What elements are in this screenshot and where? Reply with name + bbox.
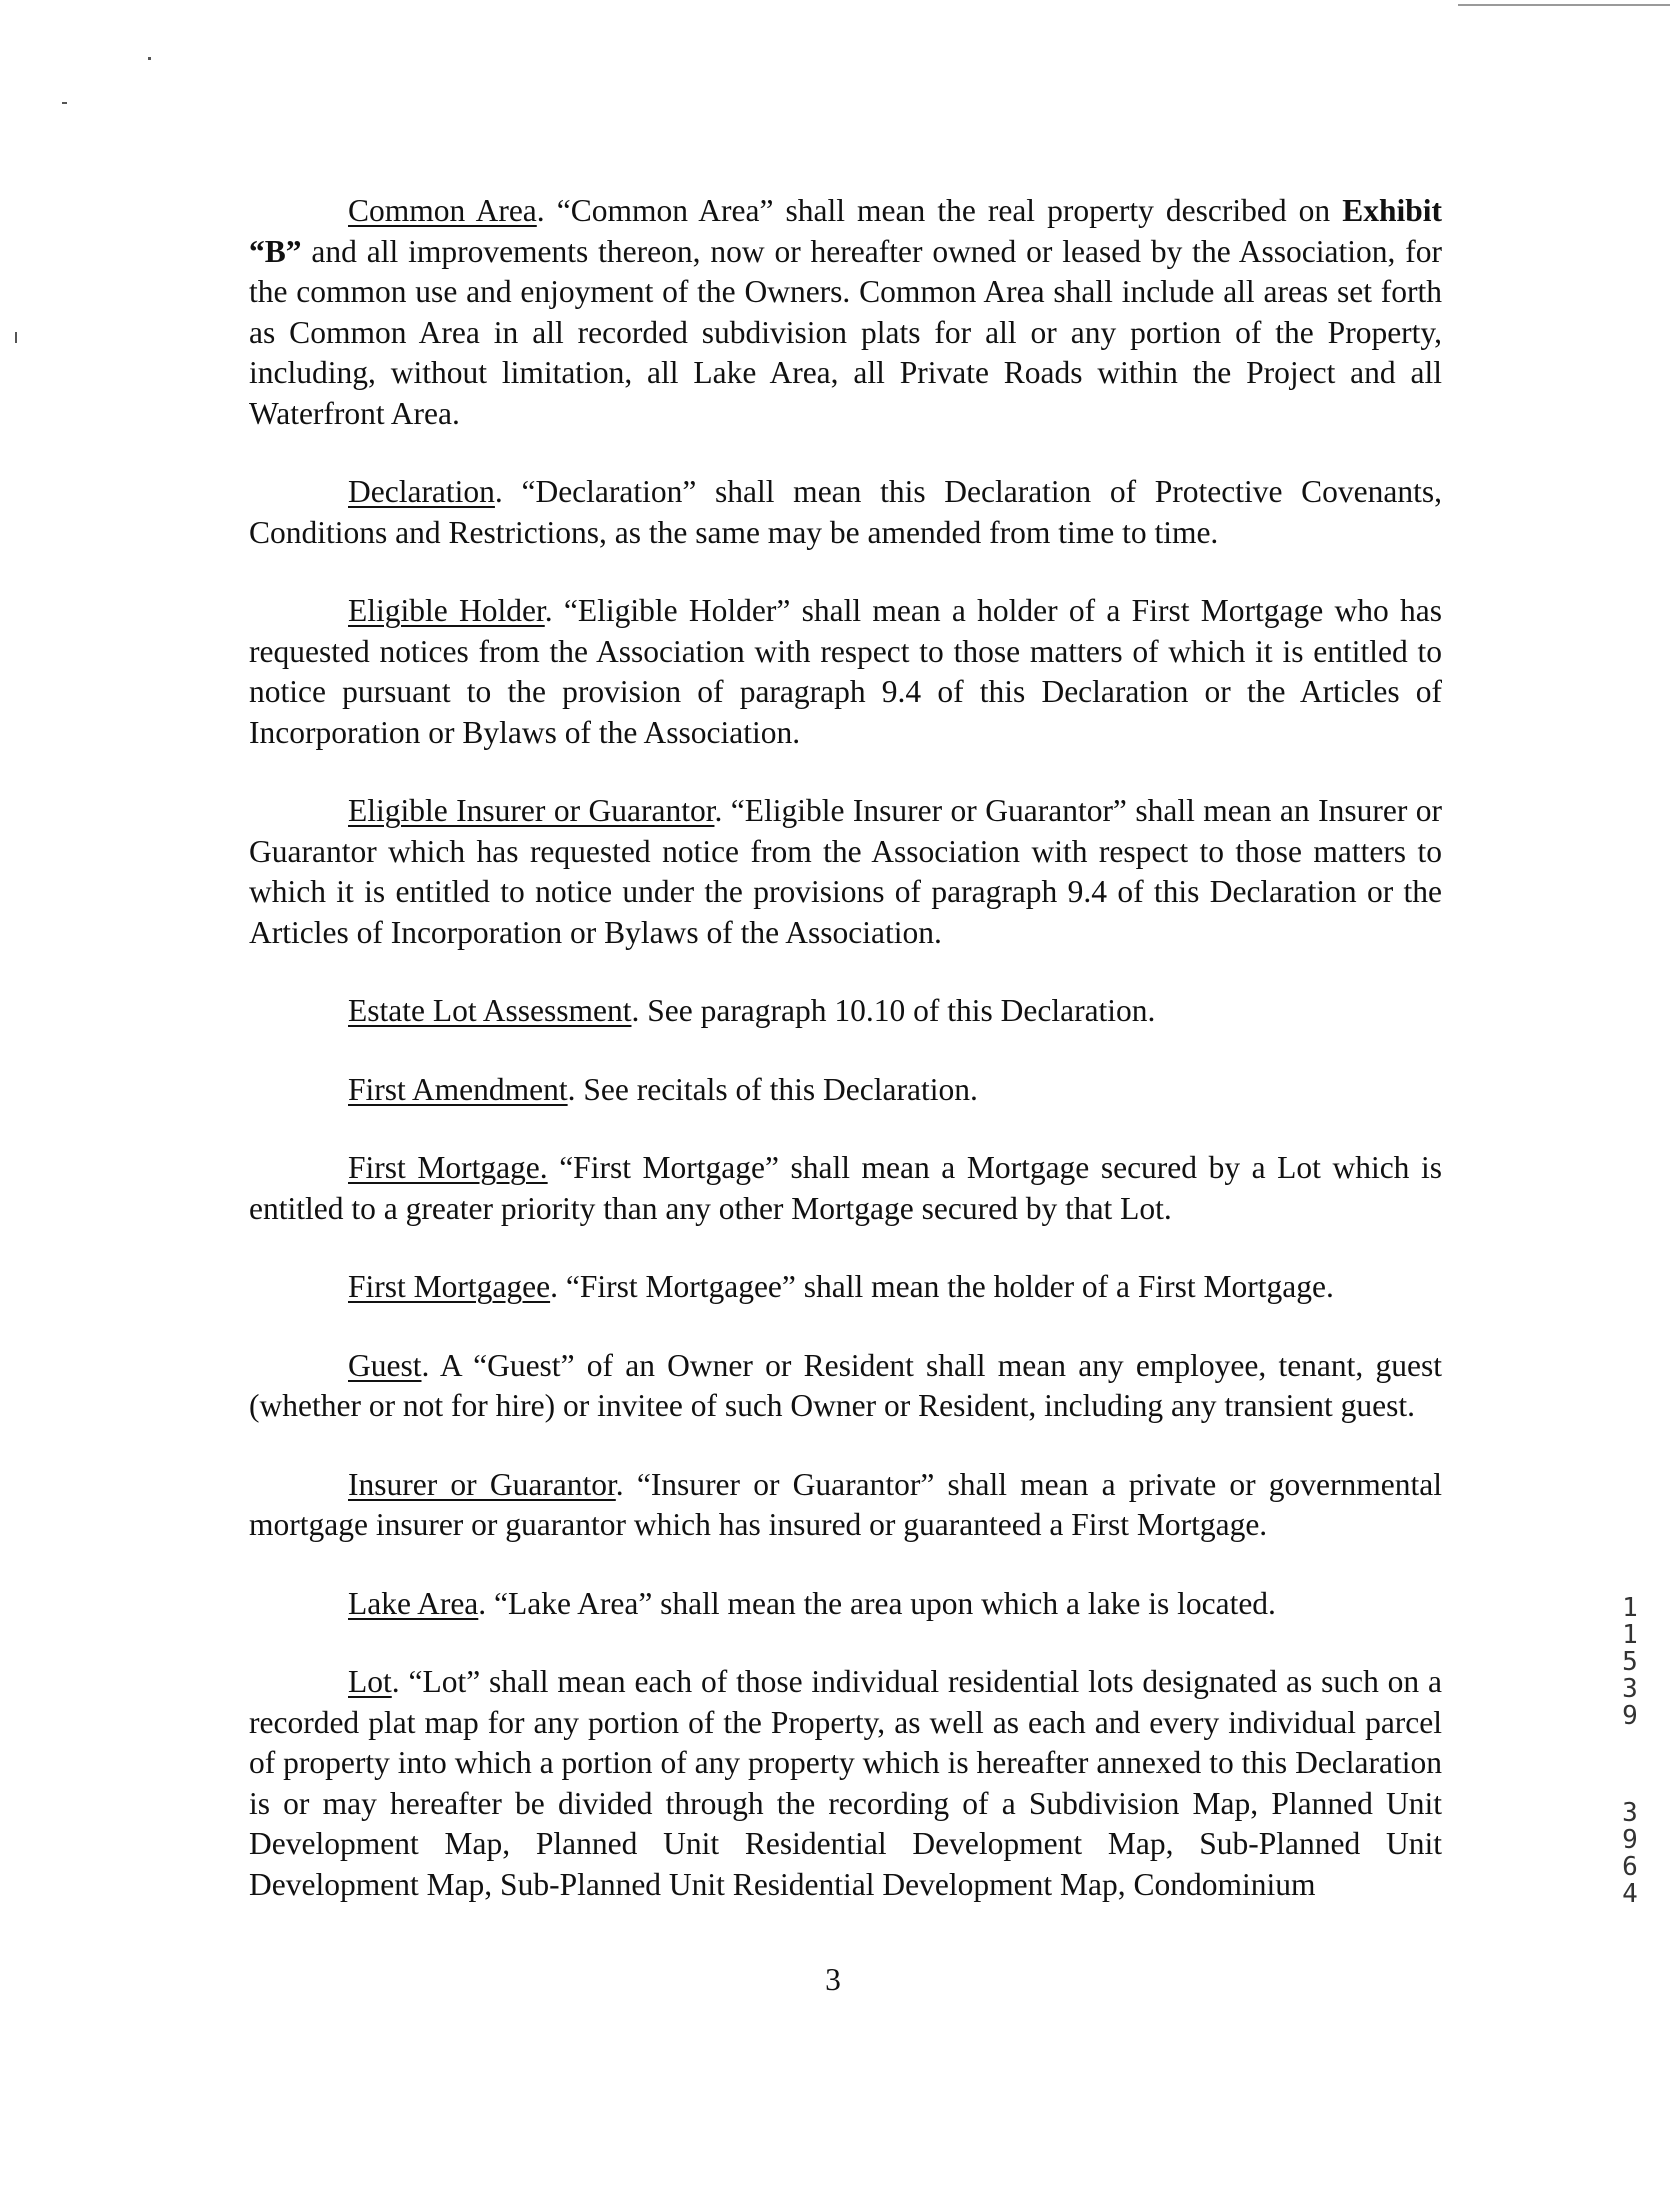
defined-term: First Amendment: [348, 1071, 568, 1107]
scan-speck: [148, 57, 151, 60]
definition-text: “First Mortgage” shall mean a Mortgage secured by a Lot which is entitled to a greater priority than any other Mortgage secured by that Lot.: [249, 1150, 1442, 1226]
definition-text: See paragraph 10.10 of this Declaration.: [639, 993, 1156, 1028]
definition-text: “Declaration” shall mean this Declaration of Protective Covenants, Conditions and Restrictions, as the same may be amended from time to time.: [249, 474, 1442, 550]
stamp-digit: 6: [1622, 1852, 1638, 1882]
definition-text: “Lot” shall mean each of those individual residential lots designated as such on a recorded plat map for any portion of the Property, as well as each and every individual parcel of property into which a portion of any property which is hereafter annexed to this Declaration is or may hereafter be divided through the recording of a Subdivision Map, Planned Unit Development Map, Planned Unit Residential Development Map, Sub-Planned Unit Development Map, Sub-Planned Unit Residential Development Map, Condominium: [249, 1664, 1442, 1902]
stamp-digit: 1: [1622, 1620, 1638, 1650]
defined-term: Eligible Holder: [348, 593, 545, 628]
defined-term: Insurer or Guarantor: [348, 1466, 616, 1502]
definition-first-amendment: First Amendment. See recitals of this Declaration.: [348, 1071, 978, 1107]
defined-term: Guest: [348, 1347, 422, 1383]
stamp-digit: 4: [1622, 1879, 1638, 1909]
definition-text: and all improvements thereon, now or hereafter owned or leased by the Association, for the common use and enjoyment of the Owners. Common Area shall include all areas set forth as Common Area in all recorded subdivision plats for all or any portion of the Property, including, without limitation, all Lake Area, all Private Roads within the Project and all Waterfront Area.: [249, 233, 1442, 431]
scan-speck: [62, 102, 67, 104]
defined-term: Common Area: [348, 193, 537, 228]
stamp-digit: 5: [1622, 1647, 1638, 1677]
defined-term: Lake Area: [348, 1585, 479, 1621]
definition-text: “Lake Area” shall mean the area upon which a lake is located.: [486, 1585, 1276, 1621]
definition-text: A “Guest” of an Owner or Resident shall mean any employee, tenant, guest (whether or not for hire) or invitee of such Owner or Resident, including any transient guest.: [249, 1347, 1442, 1423]
definition-text: “Common Area” shall mean the real property described on: [544, 193, 1343, 228]
definition-eligible-insurer-or-guarantor: Eligible Insurer or Guarantor. “Eligible Insurer or Guarantor” shall mean an Insurer or Guarantor which has requested notice from the Association with respect to those matters to which it is entitled to notice under the provisions of paragraph 9.4 of this Declaration or the Articles of Incorporation or Bylaws of the Association.: [249, 793, 1442, 950]
definition-lot: Lot. “Lot” shall mean each of those individual residential lots designated as such on a recorded plat map for any portion of the Property, as well as each and every individual parcel of property into which a portion of any property which is hereafter annexed to this Declaration is or may hereafter be divided through the recording of a Subdivision Map, Planned Unit Development Map, Planned Unit Residential Development Map, Sub-Planned Unit Development Map, Sub-Planned Unit Residential Development Map, Condominium: [249, 1664, 1442, 1902]
definition-insurer-or-guarantor: Insurer or Guarantor. “Insurer or Guarantor” shall mean a private or governmental mortgage insurer or guarantor which has insured or guaranteed a First Mortgage.: [249, 1466, 1442, 1542]
scan-top-rule: [1458, 4, 1670, 6]
definition-text: See recitals of this Declaration.: [575, 1071, 978, 1107]
margin-stamp-lower: [1617, 1800, 1643, 1908]
scan-speck: [15, 332, 17, 343]
definition-eligible-holder: Eligible Holder. “Eligible Holder” shall mean a holder of a First Mortgage who has requested notices from the Association with respect to those matters of which it is entitled to notice pursuant to the provision of paragraph 9.4 of this Declaration or the Articles of Incorporation or Bylaws of the Association.: [249, 593, 1442, 750]
defined-term: First Mortgagee: [348, 1269, 551, 1304]
page-number: 3: [825, 1962, 841, 1997]
defined-term: Declaration: [348, 474, 495, 509]
definition-lake-area: Lake Area. “Lake Area” shall mean the area upon which a lake is located.: [348, 1585, 1276, 1621]
definition-declaration: Declaration. “Declaration” shall mean this Declaration of Protective Covenants, Conditions and Restrictions, as the same may be amended from time to time.: [249, 474, 1442, 550]
stamp-digit: 3: [1622, 1674, 1638, 1704]
defined-term: Estate Lot Assessment: [348, 993, 632, 1028]
document-body: [249, 191, 1442, 1905]
definition-text: “First Mortgagee” shall mean the holder of a First Mortgage.: [557, 1269, 1334, 1304]
definition-estate-lot-assessment: Estate Lot Assessment. See paragraph 10.10 of this Declaration.: [348, 993, 1156, 1028]
margin-stamp-upper: [1617, 1595, 1643, 1730]
stamp-digit: 3: [1622, 1798, 1638, 1828]
defined-term: Lot: [348, 1664, 392, 1699]
definition-text: “Eligible Insurer or Guarantor” shall mean an Insurer or Guarantor which has requested notice from the Association with respect to those matters to which it is entitled to notice under the provisions of paragraph 9.4 of this Declaration or the Articles of Incorporation or Bylaws of the Association.: [249, 793, 1442, 950]
defined-term: First Mortgage.: [348, 1150, 548, 1185]
definition-text: “Insurer or Guarantor” shall mean a private or governmental mortgage insurer or guarantor which has insured or guaranteed a First Mortgage.: [249, 1466, 1442, 1542]
exhibit-reference: Exhibit “B”: [249, 193, 1442, 269]
definition-text: “Eligible Holder” shall mean a holder of a First Mortgage who has requested notices from the Association with respect to those matters of which it is entitled to notice pursuant to the provision of paragraph 9.4 of this Declaration or the Articles of Incorporation or Bylaws of the Association.: [249, 593, 1442, 750]
stamp-digit: 9: [1622, 1825, 1638, 1855]
stamp-digit: 1: [1622, 1593, 1638, 1623]
defined-term: Eligible Insurer or Guarantor: [348, 793, 715, 828]
definition-common-area: Common Area. “Common Area” shall mean the real property described on Exhibit “B” and all improvements thereon, now or hereafter owned or leased by the Association, for the common use and enjoyment of the Owners. Common Area shall include all areas set forth as Common Area in all recorded subdivision plats for all or any portion of the Property, including, without limitation, all Lake Area, all Private Roads within the Project and all Waterfront Area.: [249, 193, 1442, 431]
stamp-digit: 9: [1622, 1701, 1638, 1731]
definition-first-mortgage: [249, 1148, 1442, 1229]
definition-first-mortgagee: First Mortgagee. “First Mortgagee” shall mean the holder of a First Mortgage.: [348, 1269, 1334, 1304]
definition-guest: Guest. A “Guest” of an Owner or Resident shall mean any employee, tenant, guest (whether or not for hire) or invitee of such Owner or Resident, including any transient guest.: [249, 1347, 1442, 1423]
